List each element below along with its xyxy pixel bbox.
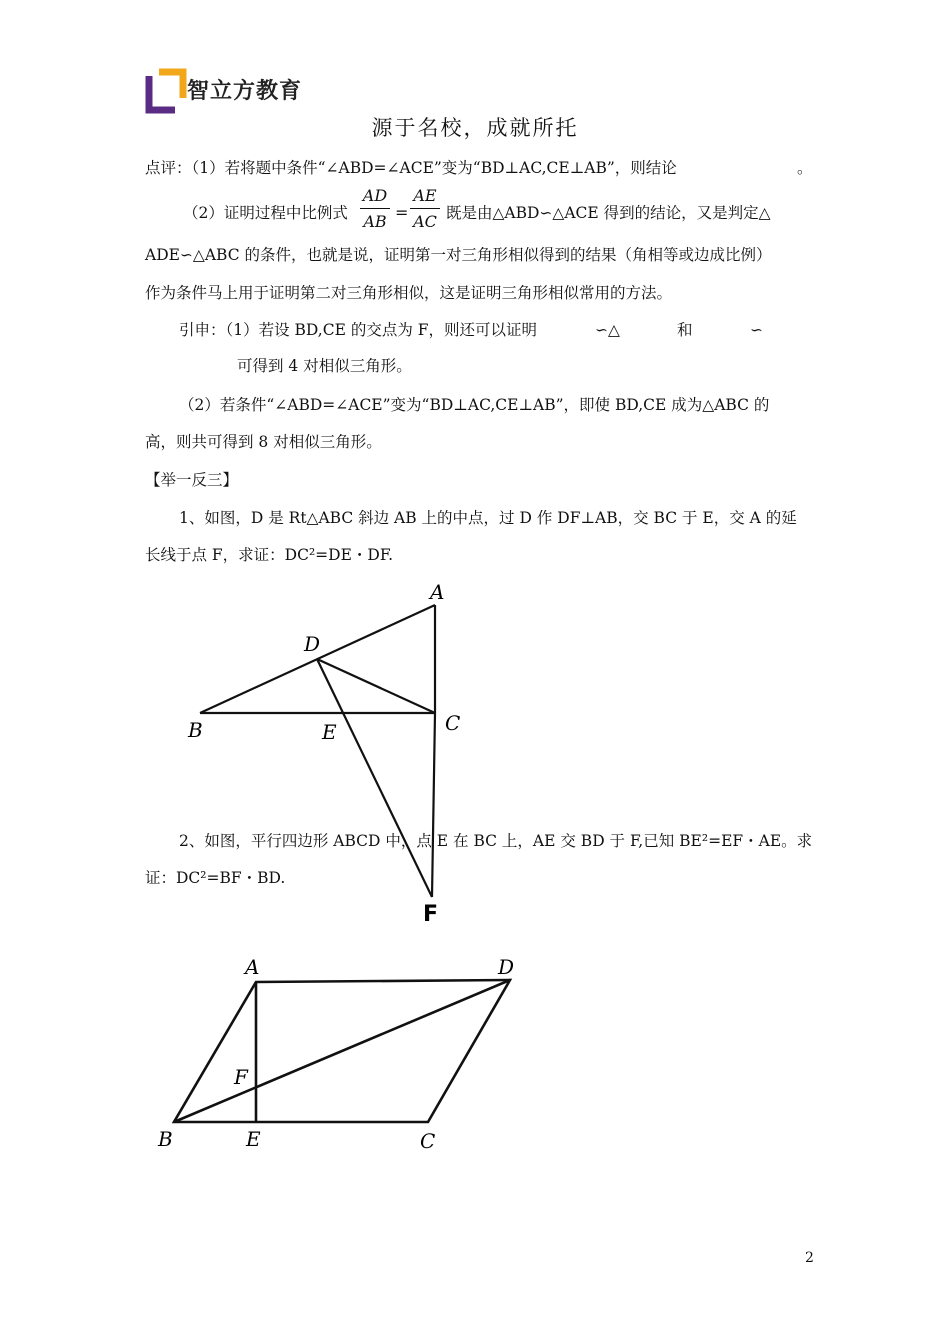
fraction-denominator: AC — [413, 212, 437, 231]
figure-2-diagram — [150, 950, 530, 1160]
extension-text-3: （2）若条件“∠ABD=∠ACE”变为“BD⊥AC,CE⊥AB”，即使 BD,CE 成为△ABC 的 — [179, 396, 770, 414]
figure-1-label-D: D — [304, 632, 321, 656]
figure-1-label-F: F — [423, 902, 439, 925]
fraction-bar — [410, 208, 440, 209]
figure-1-label-A: A — [430, 580, 445, 604]
fraction-bar — [360, 208, 390, 209]
page-number: 2 — [805, 1250, 814, 1266]
equals-sign: = — [395, 203, 409, 222]
figure-2-label-A: A — [245, 955, 260, 979]
fraction-ae-ac — [410, 186, 440, 231]
figure-2-label-C: C — [420, 1129, 436, 1153]
comment-line-1 — [145, 158, 817, 178]
fraction-numerator: AD — [362, 186, 388, 205]
segment-BD — [174, 980, 510, 1122]
fraction-numerator: AE — [413, 186, 437, 205]
fraction-denominator: AB — [363, 212, 387, 231]
problem-2-line-2: 证：DC²=BF・BD. — [145, 869, 286, 887]
extension-text-1d: ∽ — [750, 321, 763, 339]
figure-2-lines — [174, 980, 510, 1122]
figure-2-label-B: B — [158, 1127, 173, 1151]
comment-line-4: 作为条件马上用于证明第二对三角形相似，这是证明三角形相似常用的方法。 — [145, 284, 673, 302]
problem-1-line-2: 长线于点 F，求证：DC²=DE・DF. — [145, 546, 394, 564]
extension-text-2: 可得到 4 对相似三角形。 — [237, 357, 412, 375]
extension-text-1c: 和 — [677, 321, 693, 339]
comment-period: 。 — [797, 159, 813, 177]
extension-text-1b: ∽△ — [595, 321, 620, 339]
figure-1-label-B: B — [188, 718, 203, 742]
comment-line-3: ADE∽△ABC 的条件，也就是说，证明第一对三角形相似得到的结果（角相等或边成比例） — [145, 246, 772, 264]
extension-line-4: 高，则共可得到 8 对相似三角形。 — [145, 433, 382, 451]
logo — [145, 66, 305, 116]
page-title: 源于名校，成就所托 — [371, 116, 579, 140]
fraction-ad-ab — [360, 186, 390, 231]
practice-heading: 【举一反三】 — [145, 471, 239, 489]
segment-DF — [317, 659, 432, 897]
extension-text-1a: 引申：（1）若设 BD,CE 的交点为 F，则还可以证明 — [179, 321, 538, 339]
problem-1-text-1: 1、如图，D 是 Rt△ABC 斜边 AB 上的中点，过 D 作 DF⊥AB，交 BC 于 E，交 A 的延 — [179, 509, 797, 527]
comment-text-2-suffix: 既是由△ABD∽△ACE 得到的结论，又是判定△ — [446, 204, 771, 222]
logo-text: 智立方教育 — [187, 79, 303, 104]
figure-2-label-D: D — [498, 955, 515, 979]
problem-2-text-1: 2、如图，平行四边形 ABCD 中，点 E 在 BC 上，AE 交 BD 于 F,已知 BE²=EF・AE。求 — [179, 832, 813, 850]
comment-text-1: 点评：（1）若将题中条件“∠ABD=∠ACE”变为“BD⊥AC,CE⊥AB”，则结论 — [145, 159, 677, 177]
segment-DC — [317, 659, 435, 713]
figure-1-label-C: C — [445, 711, 461, 735]
comment-text-2-prefix: （2）证明过程中比例式 — [183, 204, 348, 222]
logo-mark-icon — [145, 68, 187, 114]
figure-2-label-E: E — [246, 1127, 261, 1151]
figure-1-label-E: E — [322, 720, 337, 744]
figure-2-label-F: F — [234, 1065, 248, 1089]
